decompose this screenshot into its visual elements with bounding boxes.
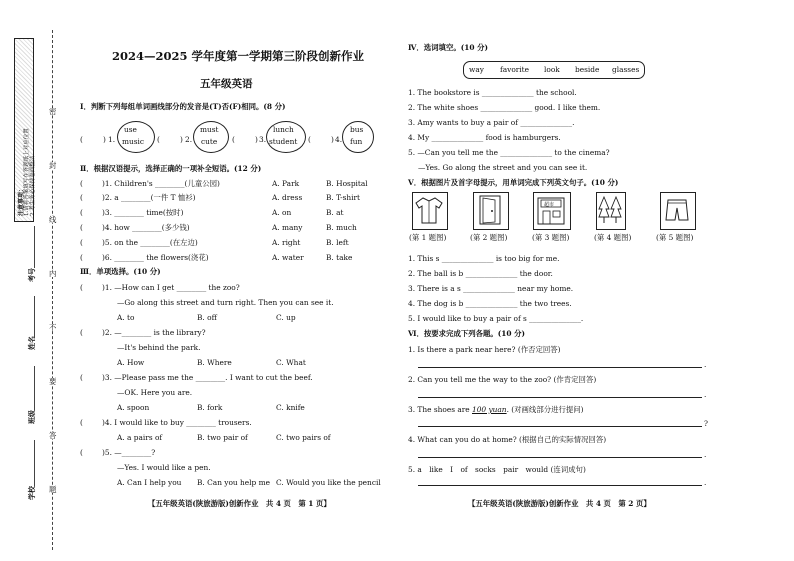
notice-title: 注意事项： bbox=[18, 185, 25, 216]
sec3-option-c: C. two pairs of bbox=[276, 433, 331, 442]
sec2-question: )2. a ________(一件 T 恤衫) bbox=[102, 193, 196, 202]
shirt-icon bbox=[412, 192, 446, 228]
school-line bbox=[34, 440, 35, 486]
school-label: 学校 bbox=[27, 486, 36, 500]
answer-end-mark: . bbox=[704, 478, 707, 487]
sec6-question: 4. What can you do at home? (根据自己的实际情况回答) bbox=[408, 435, 607, 444]
sec2-option-b: B. T-shirt bbox=[326, 193, 361, 202]
seal-char-6: 要 bbox=[49, 377, 57, 386]
sec1-word-a: bus bbox=[350, 125, 364, 134]
sec2-option-b: B. take bbox=[326, 253, 353, 262]
sec2-option-b: B. at bbox=[326, 208, 344, 217]
sec3-question: )2. —________ is the library? bbox=[102, 328, 206, 337]
sec1-num: 1. bbox=[108, 135, 116, 144]
sec1-num: 3. bbox=[259, 135, 267, 144]
sec6-q3-underlined: 100 yuan bbox=[472, 405, 507, 414]
sec1-word-b: student bbox=[269, 137, 298, 146]
word-bank-word: beside bbox=[575, 65, 600, 74]
sec4-item: 5. —Can you tell me the ______________ to the cinema? bbox=[408, 148, 610, 157]
sec2-option-a: A. right bbox=[272, 238, 301, 247]
answer-line bbox=[418, 457, 702, 458]
sec3-reply: —OK. Here you are. bbox=[117, 388, 193, 397]
sec1-num: 2. bbox=[185, 135, 193, 144]
answer-end-mark: . bbox=[704, 390, 707, 399]
sec2-option-a: A. on bbox=[272, 208, 292, 217]
sec4-item: 4. My ______________ food is hamburgers. bbox=[408, 133, 561, 142]
seal-char-3: 线 bbox=[49, 215, 57, 224]
seal-char-8: 题 bbox=[49, 485, 57, 494]
sec3-question: )3. —Please pass me the ________. I want to cut the beef. bbox=[102, 373, 313, 382]
page2-footer: 【五年级英语(陕旅游版)创新作业 共 4 页 第 2 页】 bbox=[468, 499, 651, 508]
sec3-option-b: B. fork bbox=[197, 403, 223, 412]
picture-caption: (第 3 题图) bbox=[532, 233, 570, 242]
sec6-question: 1. Is there a park near here? (作否定回答) bbox=[408, 345, 561, 354]
sec2-question: )6. ________ the flowers(浇花) bbox=[102, 253, 209, 262]
sec3-option-b: B. Where bbox=[197, 358, 232, 367]
sec2-option-a: A. many bbox=[272, 223, 303, 232]
sec3-reply: —Yes. I would like a pen. bbox=[117, 463, 211, 472]
sec3-option-b: B. Can you help me bbox=[197, 478, 270, 487]
sec5-item: 3. There is a s ______________ near my home. bbox=[408, 284, 574, 293]
sec2-option-a: A. Park bbox=[272, 179, 300, 188]
sec5-item: 5. I would like to buy a pair of s ______________. bbox=[408, 314, 584, 323]
sec3-question: )1. —How can I get ________ the zoo? bbox=[102, 283, 240, 292]
sec5-item: 2. The ball is b ______________ the door. bbox=[408, 269, 553, 278]
sec2-option-a: A. dress bbox=[272, 193, 303, 202]
answer-line bbox=[418, 426, 702, 427]
seal-char-4: 内 bbox=[49, 269, 57, 278]
name-label: 姓名 bbox=[27, 336, 36, 350]
sec4-heading: Ⅳ．选词填空。(10 分) bbox=[408, 43, 488, 52]
exam-subtitle: 五年级英语 bbox=[200, 78, 253, 90]
sec6-question bbox=[408, 406, 584, 413]
sec1-word-b: fun bbox=[350, 137, 363, 146]
exam-no-label: 考号 bbox=[27, 268, 36, 282]
answer-end-mark: . bbox=[704, 450, 707, 459]
word-bank-word: look bbox=[544, 65, 560, 74]
seal-char-2: 封 bbox=[49, 161, 57, 170]
class-label: 班级 bbox=[27, 410, 36, 424]
sec3-option-a: A. spoon bbox=[117, 403, 150, 412]
sec3-option-a: A. Can I help you bbox=[117, 478, 182, 487]
seal-char-7: 答 bbox=[49, 431, 57, 440]
sec2-option-b: B. Hospital bbox=[326, 179, 368, 188]
sec3-question: )5. —________? bbox=[102, 448, 156, 457]
sec3-reply: —It's behind the park. bbox=[117, 343, 201, 352]
sec3-option-c: C. knife bbox=[276, 403, 305, 412]
supermarket-icon bbox=[533, 192, 569, 228]
sec4-reply: —Yes. Go along the street and you can see it. bbox=[418, 163, 588, 172]
picture-caption: (第 5 题图) bbox=[656, 233, 694, 242]
sec1-word-a: lunch bbox=[273, 125, 294, 134]
sec1-heading: Ⅰ．判断下列每组单词画线部分的发音是(T)否(F)相同。(8 分) bbox=[80, 102, 286, 111]
sec6-heading: Ⅵ．按要求完成下列各题。(10 分) bbox=[408, 329, 526, 338]
seal-char-5: 不 bbox=[49, 323, 57, 332]
sec4-item: 1. The bookstore is ______________ the school. bbox=[408, 88, 577, 97]
trees-icon bbox=[596, 192, 624, 228]
sec3-option-c: C. What bbox=[276, 358, 306, 367]
sec4-item: 3. Amy wants to buy a pair of ______________. bbox=[408, 118, 575, 127]
answer-line bbox=[418, 397, 702, 398]
supermarket-sign: 超市 bbox=[544, 202, 555, 208]
sec2-heading: Ⅱ．根据汉语提示，选择正确的一项补全短语。(12 分) bbox=[80, 164, 262, 173]
sec3-reply: —Go along this street and turn right. Then you can see it. bbox=[117, 298, 334, 307]
sec2-question: )4. how ________(多少钱) bbox=[102, 223, 190, 232]
sec1-word-b: music bbox=[122, 137, 145, 146]
sec3-option-b: B. off bbox=[197, 313, 217, 322]
name-line bbox=[34, 296, 35, 338]
picture-caption: (第 2 题图) bbox=[470, 233, 508, 242]
sec1-word-a: use bbox=[124, 125, 137, 134]
sec5-item: 1. This s ______________ is too big for me. bbox=[408, 254, 560, 263]
answer-line bbox=[418, 485, 702, 486]
sec6-q3-pre: 3. The shoes are bbox=[408, 405, 472, 414]
sec2-question: )3. ________ time(按时) bbox=[102, 208, 184, 217]
door-icon bbox=[473, 192, 507, 228]
sec3-option-a: A. How bbox=[117, 358, 145, 367]
answer-line bbox=[418, 367, 702, 368]
sec6-question: 2. Can you tell me the way to the zoo? (作肯定回答) bbox=[408, 375, 597, 384]
page1-footer: 【五年级英语(陕旅游版)创新作业 共 4 页 第 1 页】 bbox=[148, 499, 331, 508]
sec2-option-b: B. left bbox=[326, 238, 349, 247]
notice-line-2: 2.考生务必保持卷面整洁 bbox=[30, 155, 36, 216]
exam-no-line bbox=[34, 226, 35, 268]
word-bank-word: glasses bbox=[612, 65, 640, 74]
picture-caption: (第 1 题图) bbox=[409, 233, 447, 242]
sec6-q3-post: . (对画线部分进行提问) bbox=[506, 405, 584, 414]
sec1-word-a: must bbox=[200, 125, 219, 134]
answer-end-mark: . bbox=[704, 360, 707, 369]
picture-caption: (第 4 题图) bbox=[594, 233, 632, 242]
answer-end-mark: ? bbox=[704, 419, 708, 428]
sec3-option-c: C. Would you like the pencil bbox=[276, 478, 381, 487]
word-bank-word: way bbox=[469, 65, 484, 74]
sec3-option-a: A. a pairs of bbox=[117, 433, 163, 442]
sec2-question: )5. on the ________(在左边) bbox=[102, 238, 198, 247]
word-bank-word: favorite bbox=[500, 65, 530, 74]
sec2-question: )1. Children's ________(儿童公园) bbox=[102, 179, 220, 188]
sec3-option-b: B. two pair of bbox=[197, 433, 248, 442]
sec2-option-b: B. much bbox=[326, 223, 357, 232]
sec4-item: 2. The white shoes ______________ good. I like them. bbox=[408, 103, 601, 112]
sec3-option-c: C. up bbox=[276, 313, 296, 322]
sec3-heading: Ⅲ．单项选择。(10 分) bbox=[80, 267, 161, 276]
seal-char-1: 密 bbox=[49, 107, 57, 116]
shorts-icon bbox=[660, 192, 694, 228]
sec1-num: 4. bbox=[335, 135, 343, 144]
sec1-word-b: cute bbox=[201, 137, 218, 146]
exam-title: 2024—2025 学年度第一学期第三阶段创新作业 bbox=[112, 49, 365, 63]
notice-line-1: 1.请将答案填写在答题纸上对应位置 bbox=[24, 128, 30, 216]
sec3-question: )4. I would like to buy ________ trousers. bbox=[102, 418, 252, 427]
sec6-question: 5. a like I of socks pair would (连词成句) bbox=[408, 465, 586, 474]
class-line bbox=[34, 366, 35, 410]
sec5-heading: Ⅴ．根据图片及首字母提示，用单词完成下列英文句子。(10 分) bbox=[408, 178, 619, 187]
sec3-option-a: A. to bbox=[117, 313, 135, 322]
sec5-item: 4. The dog is b ______________ the two trees. bbox=[408, 299, 572, 308]
sec2-option-a: A. water bbox=[272, 253, 304, 262]
